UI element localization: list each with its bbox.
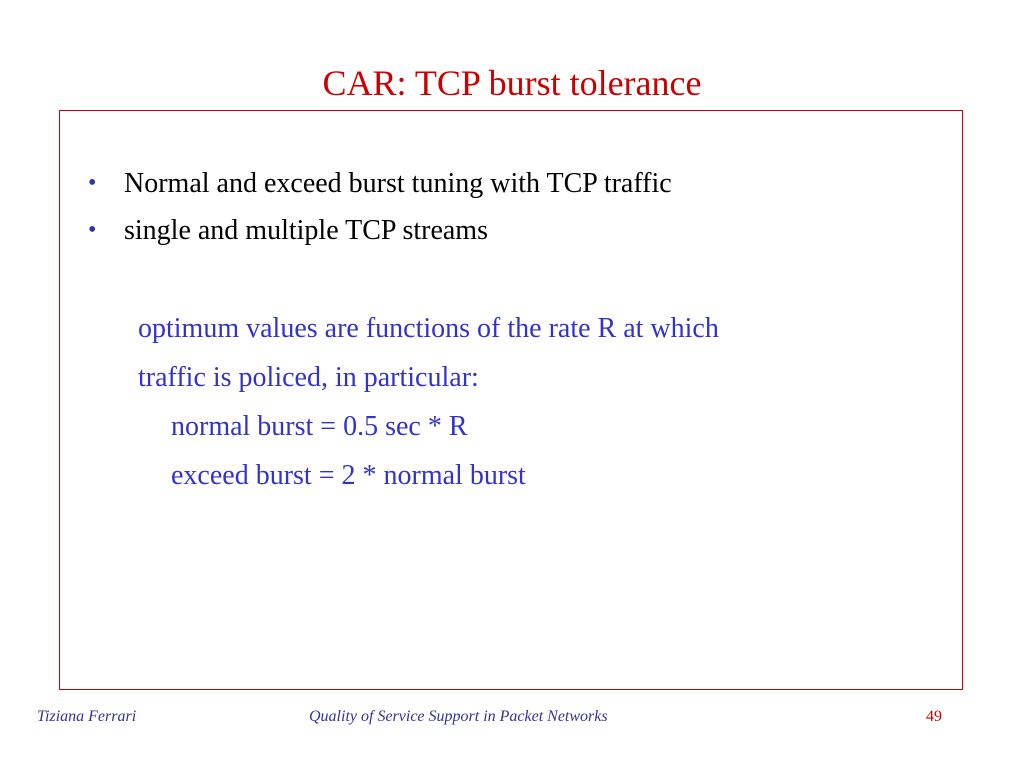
page-number: 49	[926, 708, 942, 725]
slide-title: CAR: TCP burst tolerance	[322, 63, 702, 103]
formula-line: exceed burst = 2 * normal burst	[171, 460, 526, 491]
bullet-text: single and multiple TCP streams	[124, 215, 488, 246]
footer-title: Quality of Service Support in Packet Networks	[309, 708, 608, 725]
note-line: optimum values are functions of the rate R at which	[138, 313, 719, 344]
bullet-item	[84, 160, 672, 207]
bullet-text: Normal and exceed burst tuning with TCP traffic	[124, 168, 672, 199]
bullet-item	[84, 207, 672, 254]
bullet-list	[84, 160, 672, 254]
formula-line: normal burst = 0.5 sec * R	[171, 411, 468, 442]
footer-author: Tiziana Ferrari	[37, 708, 137, 725]
note-line: traffic is policed, in particular:	[138, 362, 479, 393]
bullet-dot-icon: •	[88, 170, 97, 196]
bullet-dot-icon: •	[88, 217, 97, 243]
